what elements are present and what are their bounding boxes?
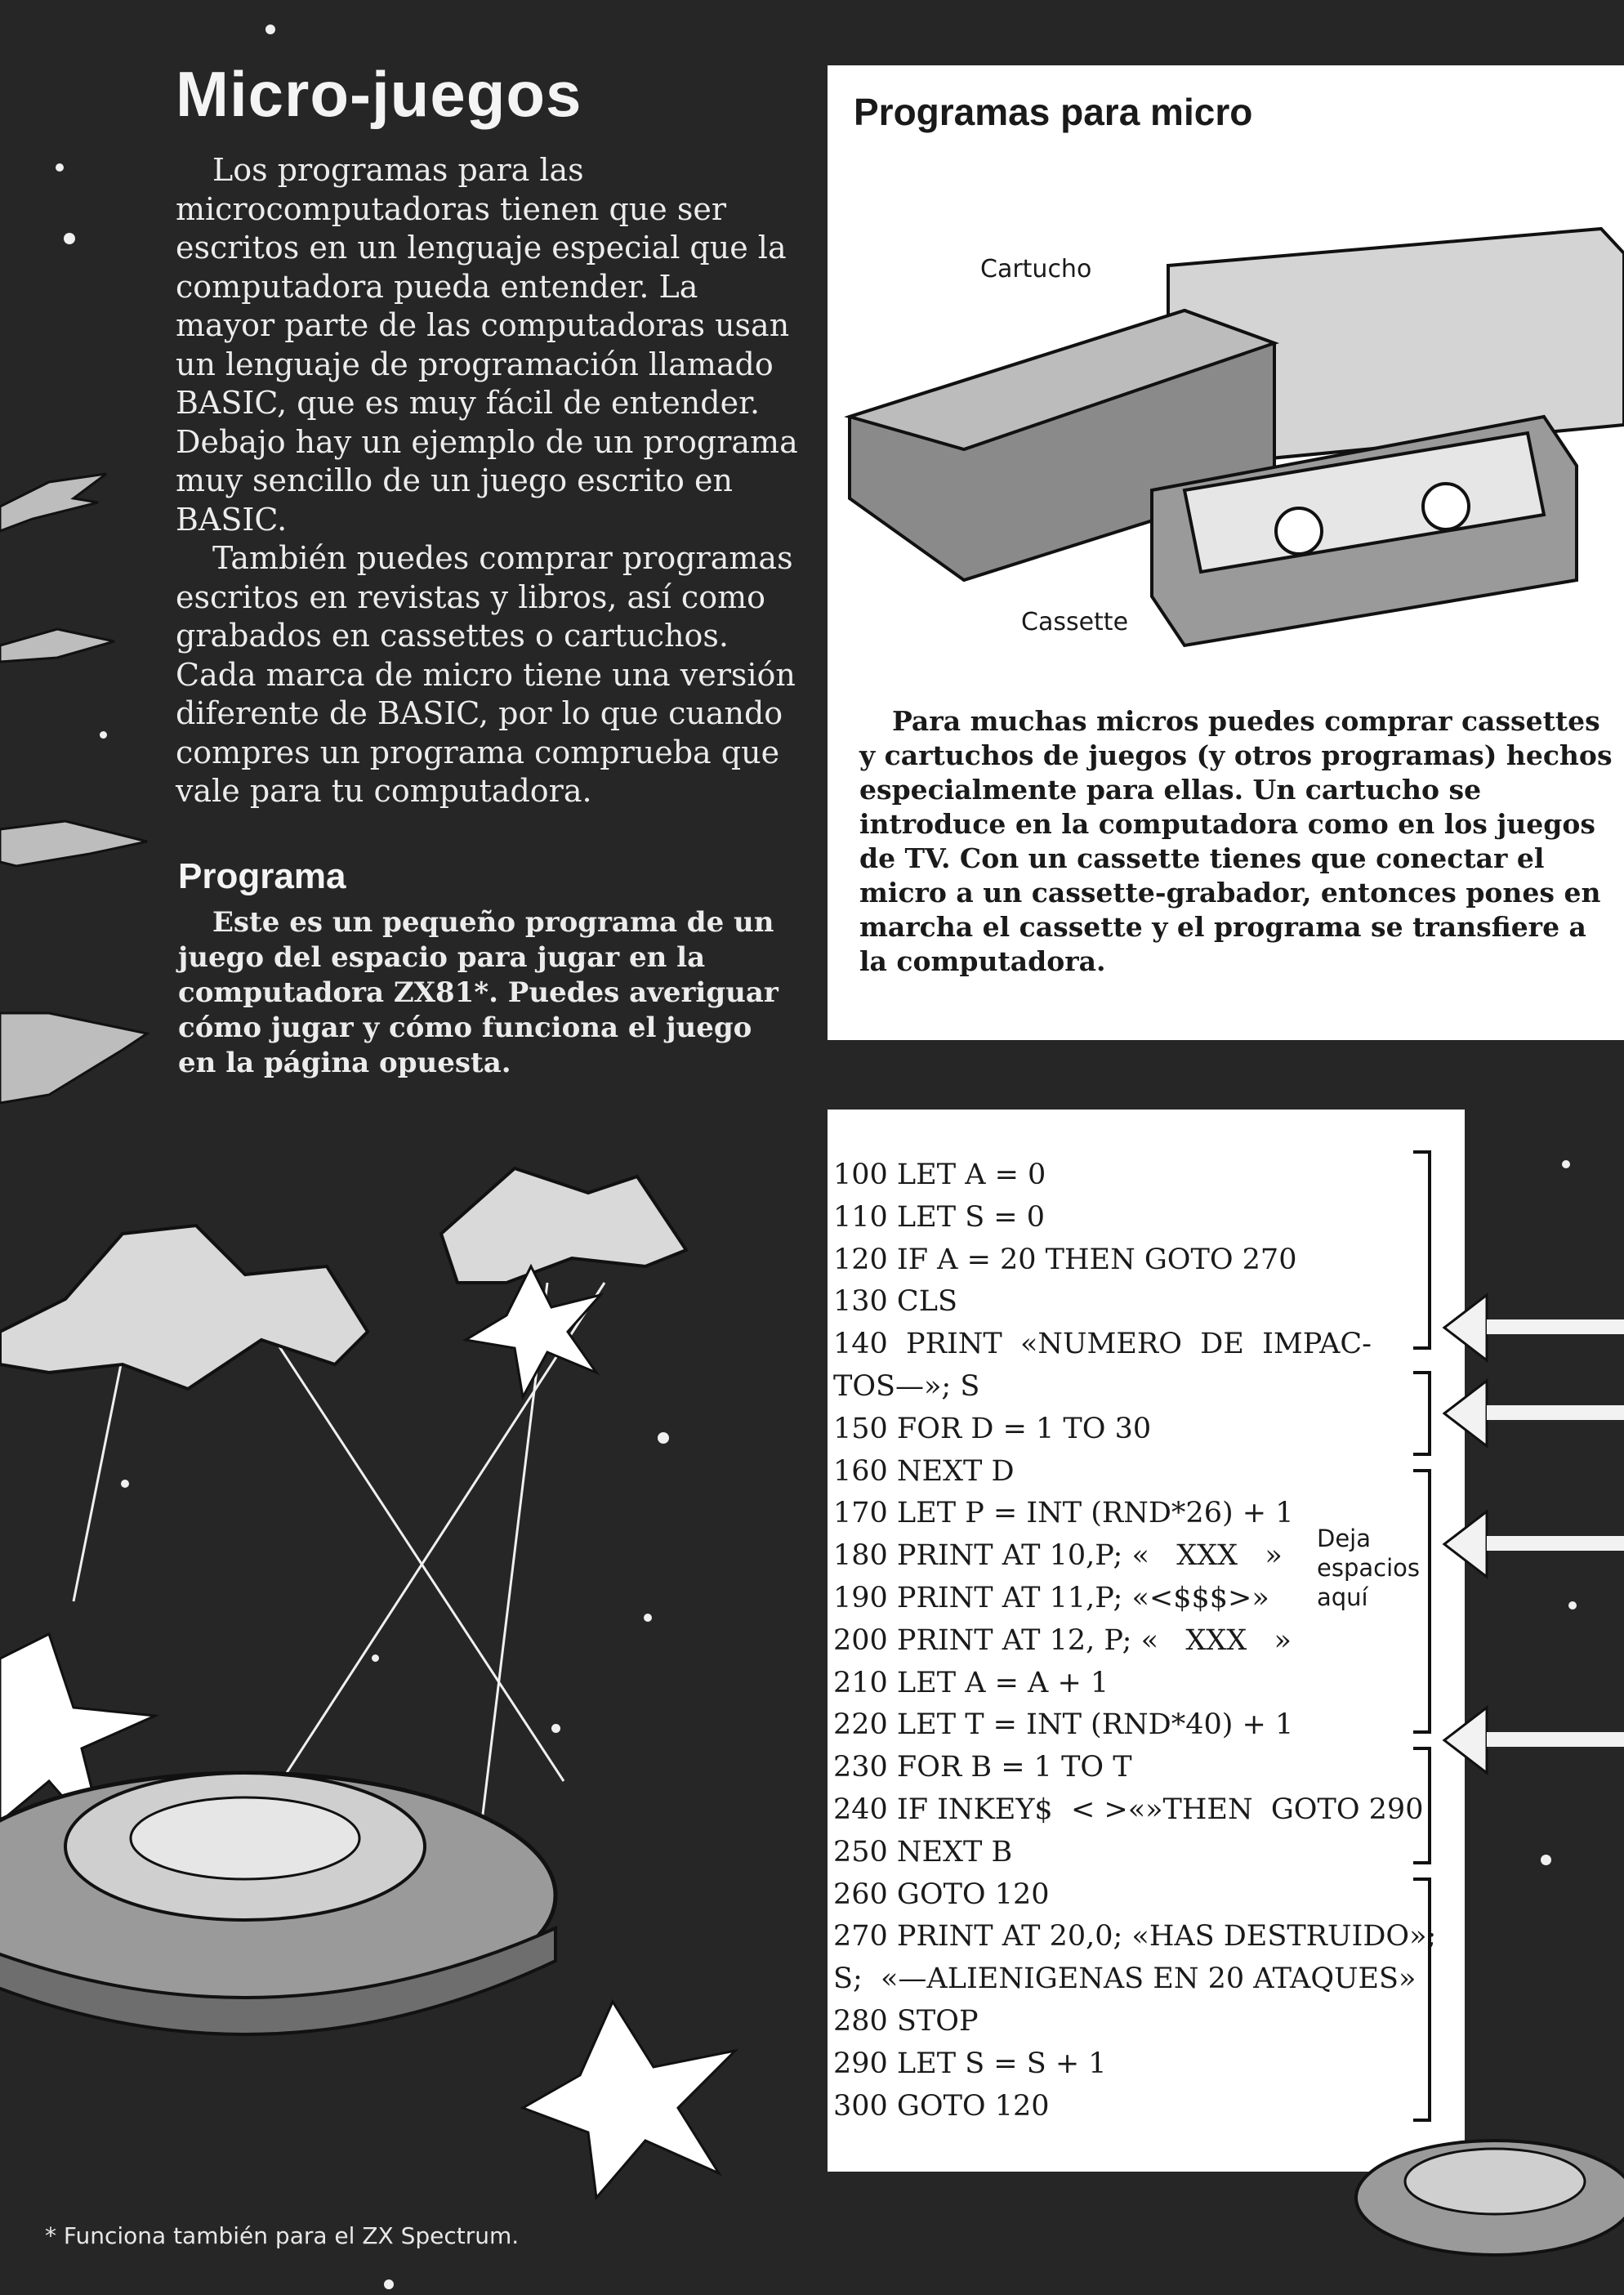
code-line: 290 LET S = S + 1	[833, 2047, 1107, 2080]
intro-paragraph-1: Los programas para las microcomputadoras tienen que ser escritos en un lenguaje especial que la computadora pueda entender. La mayor parte de las computadoras usan un lenguaje de programación llamado BASIC, que es muy fácil de entender. Debajo hay un ejemplo de un programa muy sencillo de un juego escrito en BASIC.	[176, 152, 798, 538]
code-brackets	[1405, 1144, 1624, 2206]
panel-heading: Programas para micro	[854, 91, 1253, 133]
code-line: 210 LET A = A + 1	[833, 1666, 1109, 1699]
program-heading: Programa	[178, 856, 346, 896]
code-line: 240 IF INKEY$ < >«»THEN GOTO 290	[833, 1793, 1424, 1826]
cartridge-cassette-illustration	[841, 221, 1624, 678]
program-text: Este es un pequeño programa de un juego del espacio para jugar en la computadora ZX81*. Puedes averiguar cómo jugar y cómo funciona el juego en la página opuesta.	[178, 906, 779, 1079]
code-line: 130 CLS	[833, 1285, 957, 1319]
intro-text	[176, 151, 805, 811]
star-decoration	[56, 163, 64, 172]
code-line: 270 PRINT AT 20,0; «HAS DESTRUIDO»;	[833, 1920, 1437, 1953]
code-line: 280 STOP	[833, 2005, 979, 2038]
code-line: 200 PRINT AT 12, P; « XXX »	[833, 1623, 1292, 1657]
spaces-note-line: Deja	[1317, 1525, 1372, 1552]
spaces-note-line: espacios	[1317, 1554, 1420, 1582]
cartridge-label: Cartucho	[980, 255, 1092, 284]
code-line: TOS—»; S	[833, 1370, 980, 1403]
page-title: Micro-juegos	[176, 58, 582, 130]
code-line: 300 GOTO 120	[833, 2089, 1050, 2123]
star-decoration	[384, 2279, 394, 2289]
code-line: 150 FOR D = 1 TO 30	[833, 1412, 1152, 1445]
code-line: 260 GOTO 120	[833, 1878, 1050, 1911]
code-line: S; «—ALIENIGENAS EN 20 ATAQUES»	[833, 1962, 1417, 1996]
code-line: 170 LET P = INT (RND*26) + 1	[833, 1497, 1294, 1530]
code-line: 190 PRINT AT 11,P; «<$$$>»	[833, 1582, 1269, 1614]
spaces-note-line: aquí	[1317, 1583, 1368, 1611]
code-line: 180 PRINT AT 10,P; « XXX »	[833, 1539, 1283, 1573]
code-line: 230 FOR B = 1 TO T	[833, 1751, 1132, 1784]
space-battle-illustration	[0, 1144, 817, 2206]
code-line: 250 NEXT B	[833, 1835, 1013, 1869]
footnote: * Funciona también para el ZX Spectrum.	[45, 2222, 520, 2249]
cassette-label: Cassette	[1021, 608, 1129, 636]
code-line: 110 LET S = 0	[833, 1200, 1046, 1234]
star-decoration	[265, 25, 275, 34]
code-line: 100 LET A = 0	[833, 1159, 1046, 1191]
saucer-illustration	[1332, 2116, 1624, 2279]
code-line: 140 PRINT «NUMERO DE IMPAC-	[833, 1328, 1372, 1361]
code-line: 160 NEXT D	[833, 1454, 1015, 1488]
small-ships-illustration	[0, 458, 163, 1111]
code-line: 220 LET T = INT (RND*40) + 1	[833, 1708, 1294, 1742]
star-decoration	[64, 233, 75, 244]
intro-paragraph-2: También puedes comprar programas escritos en revistas y libros, así como grabados en cassettes o cartuchos. Cada marca de micro tiene una versión diferente de BASIC, por lo que cuando compres un programa comprueba que vale para tu computadora.	[176, 540, 796, 809]
panel-text: Para muchas micros puedes comprar cassettes y cartuchos de juegos (y otros programas) hechos especialmente para ellas. Un cartucho se introduce en la computadora como en los juegos de TV. Con un cassette tienes que conectar el micro a un cassette-grabador, entonces pones en marcha el cassette y el programa se transfiere a la computadora.	[859, 705, 1613, 977]
code-line: 120 IF A = 20 THEN GOTO 270	[833, 1243, 1297, 1276]
